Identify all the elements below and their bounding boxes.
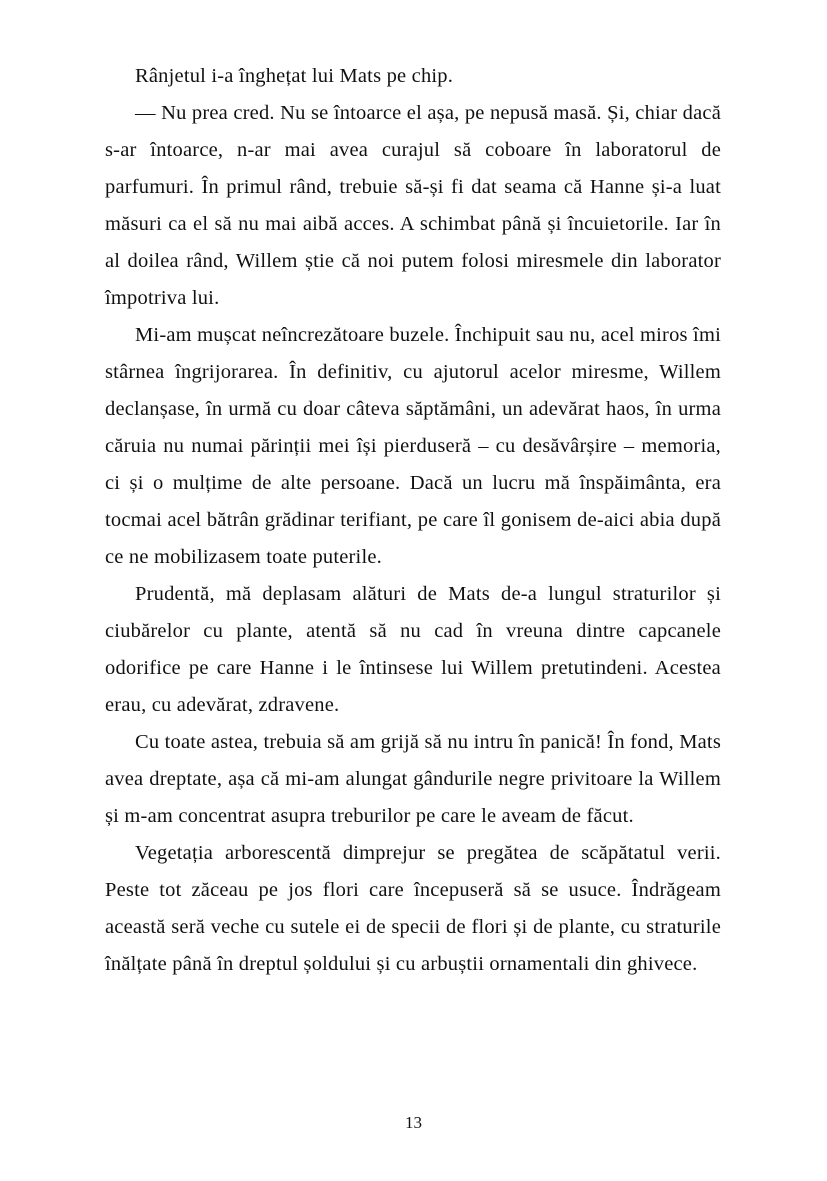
- paragraph: Cu toate astea, trebuia să am grijă să nu intru în panică! În fond, Mats avea dreptate, așa că mi-am alungat gândurile negre privitoare la Willem și m-am concentrat asupra treburilor pe care le aveam de făcut.: [105, 731, 721, 827]
- paragraph: Prudentă, mă deplasam alături de Mats de-a lungul straturilor și ciubărelor cu plante, atentă să nu cad în vreuna dintre capcanele odorifice pe care Hanne i le întinsese lui Willem pretutindeni. Acestea erau, cu adevărat, zdravene.: [105, 583, 721, 716]
- paragraph: Vegetația arborescentă dimprejur se pregătea de scăpătatul verii. Peste tot zăceau pe jos flori care începuseră să se usuce. Îndrăgeam această seră veche cu sutele ei de specii de flori și de plante, cu straturile înălțate până în dreptul șoldului și cu arbuștii ornamentali din ghivece.: [105, 842, 721, 975]
- body-text: [105, 58, 721, 983]
- paragraph: Rânjetul i-a înghețat lui Mats pe chip.: [135, 65, 454, 87]
- paragraph: — Nu prea cred. Nu se întoarce el așa, pe nepusă masă. Și, chiar dacă s-ar întoarce, n-ar mai avea curajul să coboare în laboratorul de parfumuri. În primul rând, trebuie să-și fi dat seama că Hanne și-a luat măsuri ca el să nu mai aibă acces. A schimbat până și încuietorile. Iar în al doilea rând, Willem știe că noi putem folosi miresmele din laborator împotriva lui.: [105, 102, 721, 309]
- page-number: 13: [405, 1113, 422, 1132]
- paragraph: Mi-am mușcat neîncrezătoare buzele. Închipuit sau nu, acel miros îmi stârnea îngrijorarea. În definitiv, cu ajutorul acelor miresme, Willem declanșase, în urmă cu doar câteva săptămâni, un adevărat haos, în urma căruia nu numai părinții mei își pierduseră – cu desăvârșire – memoria, ci și o mulțime de alte persoane. Dacă un lucru mă înspăimânta, era tocmai acel bătrân grădinar terifiant, pe care îl gonisem de-aici abia după ce ne mobilizasem toate puterile.: [105, 324, 721, 568]
